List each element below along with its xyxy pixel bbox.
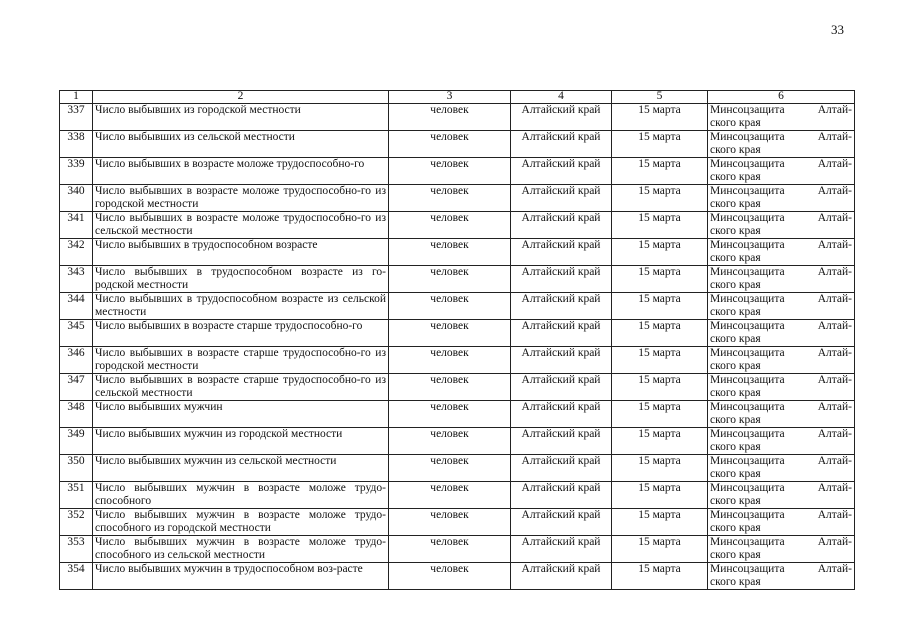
org-name-part: Алтай- — [817, 401, 852, 413]
org-name-part: Алтай- — [817, 104, 852, 116]
table-row — [60, 104, 855, 131]
org-name-part: Минсоцзащита — [710, 536, 785, 548]
region-cell: Алтайский край — [511, 212, 612, 239]
row-number: 349 — [60, 428, 93, 455]
org-name-part: Минсоцзащита — [710, 212, 785, 224]
org-name-part: Алтай- — [817, 509, 852, 521]
unit-cell: человек — [389, 320, 511, 347]
responsible-org-cell — [708, 563, 855, 590]
row-number: 346 — [60, 347, 93, 374]
unit-cell: человек — [389, 131, 511, 158]
org-name-part: Алтай- — [817, 239, 852, 251]
responsible-org-cell — [708, 455, 855, 482]
unit-cell: человек — [389, 428, 511, 455]
org-name-part: Минсоцзащита — [710, 320, 785, 332]
row-number: 345 — [60, 320, 93, 347]
indicator-name: Число выбывших в возрасте моложе трудоспособно-го из городской местности — [93, 185, 389, 212]
org-name-part: Алтай- — [817, 455, 852, 467]
row-number: 344 — [60, 293, 93, 320]
table-row — [60, 320, 855, 347]
indicator-name: Число выбывших мужчин в возрасте моложе трудо-способного из сельской местности — [93, 536, 389, 563]
unit-cell: человек — [389, 455, 511, 482]
org-name-part: Минсоцзащита — [710, 131, 785, 143]
table-row — [60, 158, 855, 185]
org-name-part: Минсоцзащита — [710, 374, 785, 386]
org-name-part: Минсоцзащита — [710, 563, 785, 575]
indicator-name: Число выбывших мужчин из городской местности — [93, 428, 389, 455]
row-number: 339 — [60, 158, 93, 185]
org-name-part: Алтай- — [817, 347, 852, 359]
region-cell: Алтайский край — [511, 266, 612, 293]
table-row — [60, 455, 855, 482]
responsible-org-cell — [708, 185, 855, 212]
region-cell: Алтайский край — [511, 293, 612, 320]
org-name-part: Минсоцзащита — [710, 428, 785, 440]
unit-cell: человек — [389, 266, 511, 293]
org-name-part: ского края — [710, 359, 761, 372]
table-row — [60, 347, 855, 374]
org-name-part: Минсоцзащита — [710, 293, 785, 305]
deadline-cell: 15 марта — [612, 536, 708, 563]
indicators-table — [59, 90, 855, 590]
deadline-cell: 15 марта — [612, 104, 708, 131]
row-number: 338 — [60, 131, 93, 158]
org-name-part: ского края — [710, 467, 761, 480]
org-name-part: Минсоцзащита — [710, 509, 785, 521]
deadline-cell: 15 марта — [612, 455, 708, 482]
org-name-part: ского края — [710, 548, 761, 561]
row-number: 341 — [60, 212, 93, 239]
org-name-part: Минсоцзащита — [710, 158, 785, 170]
org-name-part: ского края — [710, 251, 761, 264]
row-number: 350 — [60, 455, 93, 482]
table-row — [60, 509, 855, 536]
deadline-cell: 15 марта — [612, 563, 708, 590]
org-name-part: Минсоцзащита — [710, 401, 785, 413]
indicator-name: Число выбывших в возрасте старше трудоспособно-го — [93, 320, 389, 347]
responsible-org-cell — [708, 239, 855, 266]
column-header: 1 — [60, 91, 93, 104]
region-cell: Алтайский край — [511, 455, 612, 482]
row-number: 353 — [60, 536, 93, 563]
org-name-part: Алтай- — [817, 293, 852, 305]
org-name-part: Минсоцзащита — [710, 482, 785, 494]
row-number: 352 — [60, 509, 93, 536]
unit-cell: человек — [389, 347, 511, 374]
unit-cell: человек — [389, 536, 511, 563]
region-cell: Алтайский край — [511, 185, 612, 212]
org-name-part: ского края — [710, 197, 761, 210]
deadline-cell: 15 марта — [612, 347, 708, 374]
org-name-part: Алтай- — [817, 374, 852, 386]
row-number: 347 — [60, 374, 93, 401]
table-body — [60, 104, 855, 590]
deadline-cell: 15 марта — [612, 401, 708, 428]
row-number: 340 — [60, 185, 93, 212]
deadline-cell: 15 марта — [612, 266, 708, 293]
deadline-cell: 15 марта — [612, 185, 708, 212]
responsible-org-cell — [708, 266, 855, 293]
table-row — [60, 563, 855, 590]
responsible-org-cell — [708, 401, 855, 428]
unit-cell: человек — [389, 239, 511, 266]
region-cell: Алтайский край — [511, 239, 612, 266]
region-cell: Алтайский край — [511, 536, 612, 563]
column-header: 6 — [708, 91, 855, 104]
table-row — [60, 266, 855, 293]
deadline-cell: 15 марта — [612, 158, 708, 185]
row-number: 354 — [60, 563, 93, 590]
deadline-cell: 15 марта — [612, 374, 708, 401]
table-row — [60, 428, 855, 455]
org-name-part: ского края — [710, 413, 761, 426]
deadline-cell: 15 марта — [612, 293, 708, 320]
indicator-name: Число выбывших в возрасте старше трудоспособно-го из городской местности — [93, 347, 389, 374]
unit-cell: человек — [389, 212, 511, 239]
org-name-part: Алтай- — [817, 536, 852, 548]
table-row — [60, 212, 855, 239]
org-name-part: ского края — [710, 575, 761, 588]
indicator-name: Число выбывших мужчин в возрасте моложе трудо-способного — [93, 482, 389, 509]
responsible-org-cell — [708, 374, 855, 401]
indicator-name: Число выбывших в трудоспособном возрасте — [93, 239, 389, 266]
deadline-cell: 15 марта — [612, 320, 708, 347]
region-cell: Алтайский край — [511, 347, 612, 374]
responsible-org-cell — [708, 509, 855, 536]
org-name-part: ского края — [710, 494, 761, 507]
region-cell: Алтайский край — [511, 563, 612, 590]
indicator-name: Число выбывших из городской местности — [93, 104, 389, 131]
table-row — [60, 482, 855, 509]
org-name-part: ского края — [710, 521, 761, 534]
org-name-part: Минсоцзащита — [710, 185, 785, 197]
region-cell: Алтайский край — [511, 131, 612, 158]
region-cell: Алтайский край — [511, 104, 612, 131]
responsible-org-cell — [708, 131, 855, 158]
row-number: 348 — [60, 401, 93, 428]
unit-cell: человек — [389, 158, 511, 185]
org-name-part: Алтай- — [817, 482, 852, 494]
indicator-name: Число выбывших из сельской местности — [93, 131, 389, 158]
responsible-org-cell — [708, 536, 855, 563]
row-number: 351 — [60, 482, 93, 509]
unit-cell: человек — [389, 374, 511, 401]
region-cell: Алтайский край — [511, 482, 612, 509]
org-name-part: Алтай- — [817, 131, 852, 143]
unit-cell: человек — [389, 509, 511, 536]
responsible-org-cell — [708, 158, 855, 185]
indicator-name: Число выбывших мужчин — [93, 401, 389, 428]
org-name-part: ского края — [710, 143, 761, 156]
org-name-part: ского края — [710, 170, 761, 183]
row-number: 342 — [60, 239, 93, 266]
org-name-part: Алтай- — [817, 320, 852, 332]
row-number: 343 — [60, 266, 93, 293]
org-name-part: ского края — [710, 332, 761, 345]
org-name-part: ского края — [710, 386, 761, 399]
org-name-part: Алтай- — [817, 563, 852, 575]
indicator-name: Число выбывших в возрасте моложе трудоспособно-го из сельской местности — [93, 212, 389, 239]
org-name-part: ского края — [710, 305, 761, 318]
column-header: 3 — [389, 91, 511, 104]
unit-cell: человек — [389, 185, 511, 212]
indicator-name: Число выбывших мужчин в трудоспособном воз-расте — [93, 563, 389, 590]
unit-cell: человек — [389, 563, 511, 590]
row-number: 337 — [60, 104, 93, 131]
deadline-cell: 15 марта — [612, 131, 708, 158]
responsible-org-cell — [708, 293, 855, 320]
table-row — [60, 131, 855, 158]
deadline-cell: 15 марта — [612, 482, 708, 509]
org-name-part: Минсоцзащита — [710, 239, 785, 251]
column-header: 4 — [511, 91, 612, 104]
deadline-cell: 15 марта — [612, 509, 708, 536]
region-cell: Алтайский край — [511, 158, 612, 185]
unit-cell: человек — [389, 293, 511, 320]
responsible-org-cell — [708, 482, 855, 509]
region-cell: Алтайский край — [511, 320, 612, 347]
org-name-part: Алтай- — [817, 185, 852, 197]
indicator-name: Число выбывших в возрасте старше трудоспособно-го из сельской местности — [93, 374, 389, 401]
indicator-name: Число выбывших мужчин в возрасте моложе трудо-способного из городской местности — [93, 509, 389, 536]
responsible-org-cell — [708, 104, 855, 131]
org-name-part: Алтай- — [817, 428, 852, 440]
org-name-part: Минсоцзащита — [710, 266, 785, 278]
responsible-org-cell — [708, 320, 855, 347]
org-name-part: Минсоцзащита — [710, 104, 785, 116]
deadline-cell: 15 марта — [612, 428, 708, 455]
table-header-row — [60, 91, 855, 104]
unit-cell: человек — [389, 401, 511, 428]
responsible-org-cell — [708, 212, 855, 239]
region-cell: Алтайский край — [511, 509, 612, 536]
region-cell: Алтайский край — [511, 374, 612, 401]
org-name-part: Минсоцзащита — [710, 347, 785, 359]
table-row — [60, 401, 855, 428]
column-header: 2 — [93, 91, 389, 104]
org-name-part: ского края — [710, 440, 761, 453]
deadline-cell: 15 марта — [612, 239, 708, 266]
org-name-part: Минсоцзащита — [710, 455, 785, 467]
indicator-name: Число выбывших в возрасте моложе трудоспособно-го — [93, 158, 389, 185]
indicator-name: Число выбывших мужчин из сельской местности — [93, 455, 389, 482]
org-name-part: Алтай- — [817, 266, 852, 278]
org-name-part: ского края — [710, 116, 761, 129]
unit-cell: человек — [389, 104, 511, 131]
deadline-cell: 15 марта — [612, 212, 708, 239]
table-row — [60, 536, 855, 563]
region-cell: Алтайский край — [511, 401, 612, 428]
responsible-org-cell — [708, 347, 855, 374]
org-name-part: ского края — [710, 278, 761, 291]
table-row — [60, 374, 855, 401]
unit-cell: человек — [389, 482, 511, 509]
table-row — [60, 239, 855, 266]
org-name-part: ского края — [710, 224, 761, 237]
indicator-name: Число выбывших в трудоспособном возрасте из сельской местности — [93, 293, 389, 320]
responsible-org-cell — [708, 428, 855, 455]
table-row — [60, 185, 855, 212]
org-name-part: Алтай- — [817, 212, 852, 224]
region-cell: Алтайский край — [511, 428, 612, 455]
org-name-part: Алтай- — [817, 158, 852, 170]
indicator-name: Число выбывших в трудоспособном возрасте из го-родской местности — [93, 266, 389, 293]
table-row — [60, 293, 855, 320]
page-number: 33 — [831, 22, 844, 37]
column-header: 5 — [612, 91, 708, 104]
